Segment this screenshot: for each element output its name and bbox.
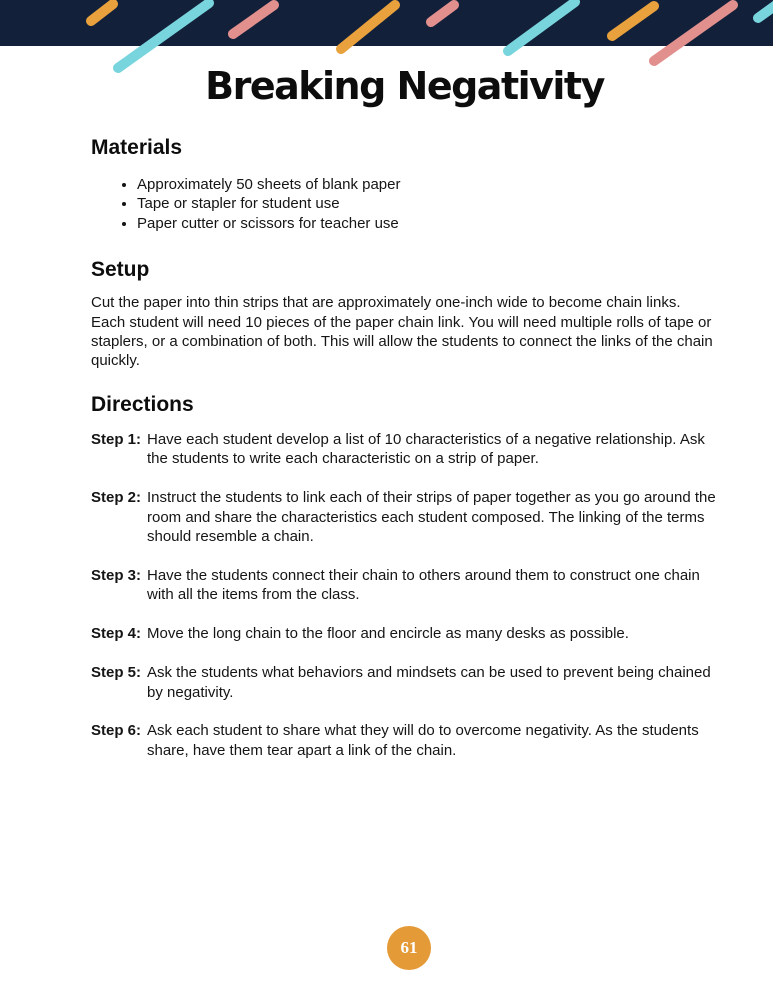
step-text: Have each student develop a list of 10 characteristics of a negative relationship. Ask the students to write each characteristic on a strip of paper. <box>147 430 705 468</box>
step-text: Move the long chain to the floor and encircle as many desks as possible. <box>147 625 629 643</box>
setup-heading: Setup <box>91 258 150 282</box>
materials-heading: Materials <box>91 136 183 159</box>
step-label: Step 6: <box>91 722 142 740</box>
direction-step <box>91 488 718 546</box>
materials-item: • Paper cutter or scissors for teacher use <box>137 214 718 233</box>
materials-list <box>91 175 718 233</box>
step-label: Step 5: <box>91 664 142 682</box>
step-label: Step 4: <box>91 625 142 643</box>
setup-paragraph: Cut the paper into thin strips that are approximately one-inch wide to become chain links. Each student will need 10 pieces of the paper chain link. You will need multiple rolls of tape or staplers, or a combination of both. This will allow the students to connect the links of the chain quickly. <box>91 294 713 370</box>
header-band <box>0 0 773 46</box>
direction-step <box>91 663 718 702</box>
step-label: Step 1: <box>91 430 142 448</box>
direction-step <box>91 624 718 643</box>
direction-step <box>91 566 718 605</box>
document-body <box>91 46 718 780</box>
page-number: 61 <box>400 938 418 957</box>
step-text: Instruct the students to link each of their strips of paper together as you go around the room and share the characteristics each student composed. The linking of the terms should resemble a chain. <box>147 489 716 545</box>
step-label: Step 2: <box>91 489 142 507</box>
directions-heading: Directions <box>91 392 194 416</box>
page-title: Breaking Negativity <box>205 64 604 108</box>
direction-step <box>91 721 718 760</box>
page-number-badge <box>387 926 431 970</box>
step-label: Step 3: <box>91 566 142 584</box>
materials-item: • Tape or stapler for student use <box>137 194 718 213</box>
materials-item: • Approximately 50 sheets of blank paper <box>137 175 718 194</box>
directions-steps <box>91 430 718 760</box>
step-text: Ask the students what behaviors and mindsets can be used to prevent being chained by negativity. <box>147 664 711 701</box>
step-text: Ask each student to share what they will do to overcome negativity. As the students share, have them tear apart a link of the chain. <box>147 722 699 759</box>
step-text: Have the students connect their chain to others around them to construct one chain with all the items from the class. <box>147 566 700 604</box>
direction-step <box>91 430 718 469</box>
